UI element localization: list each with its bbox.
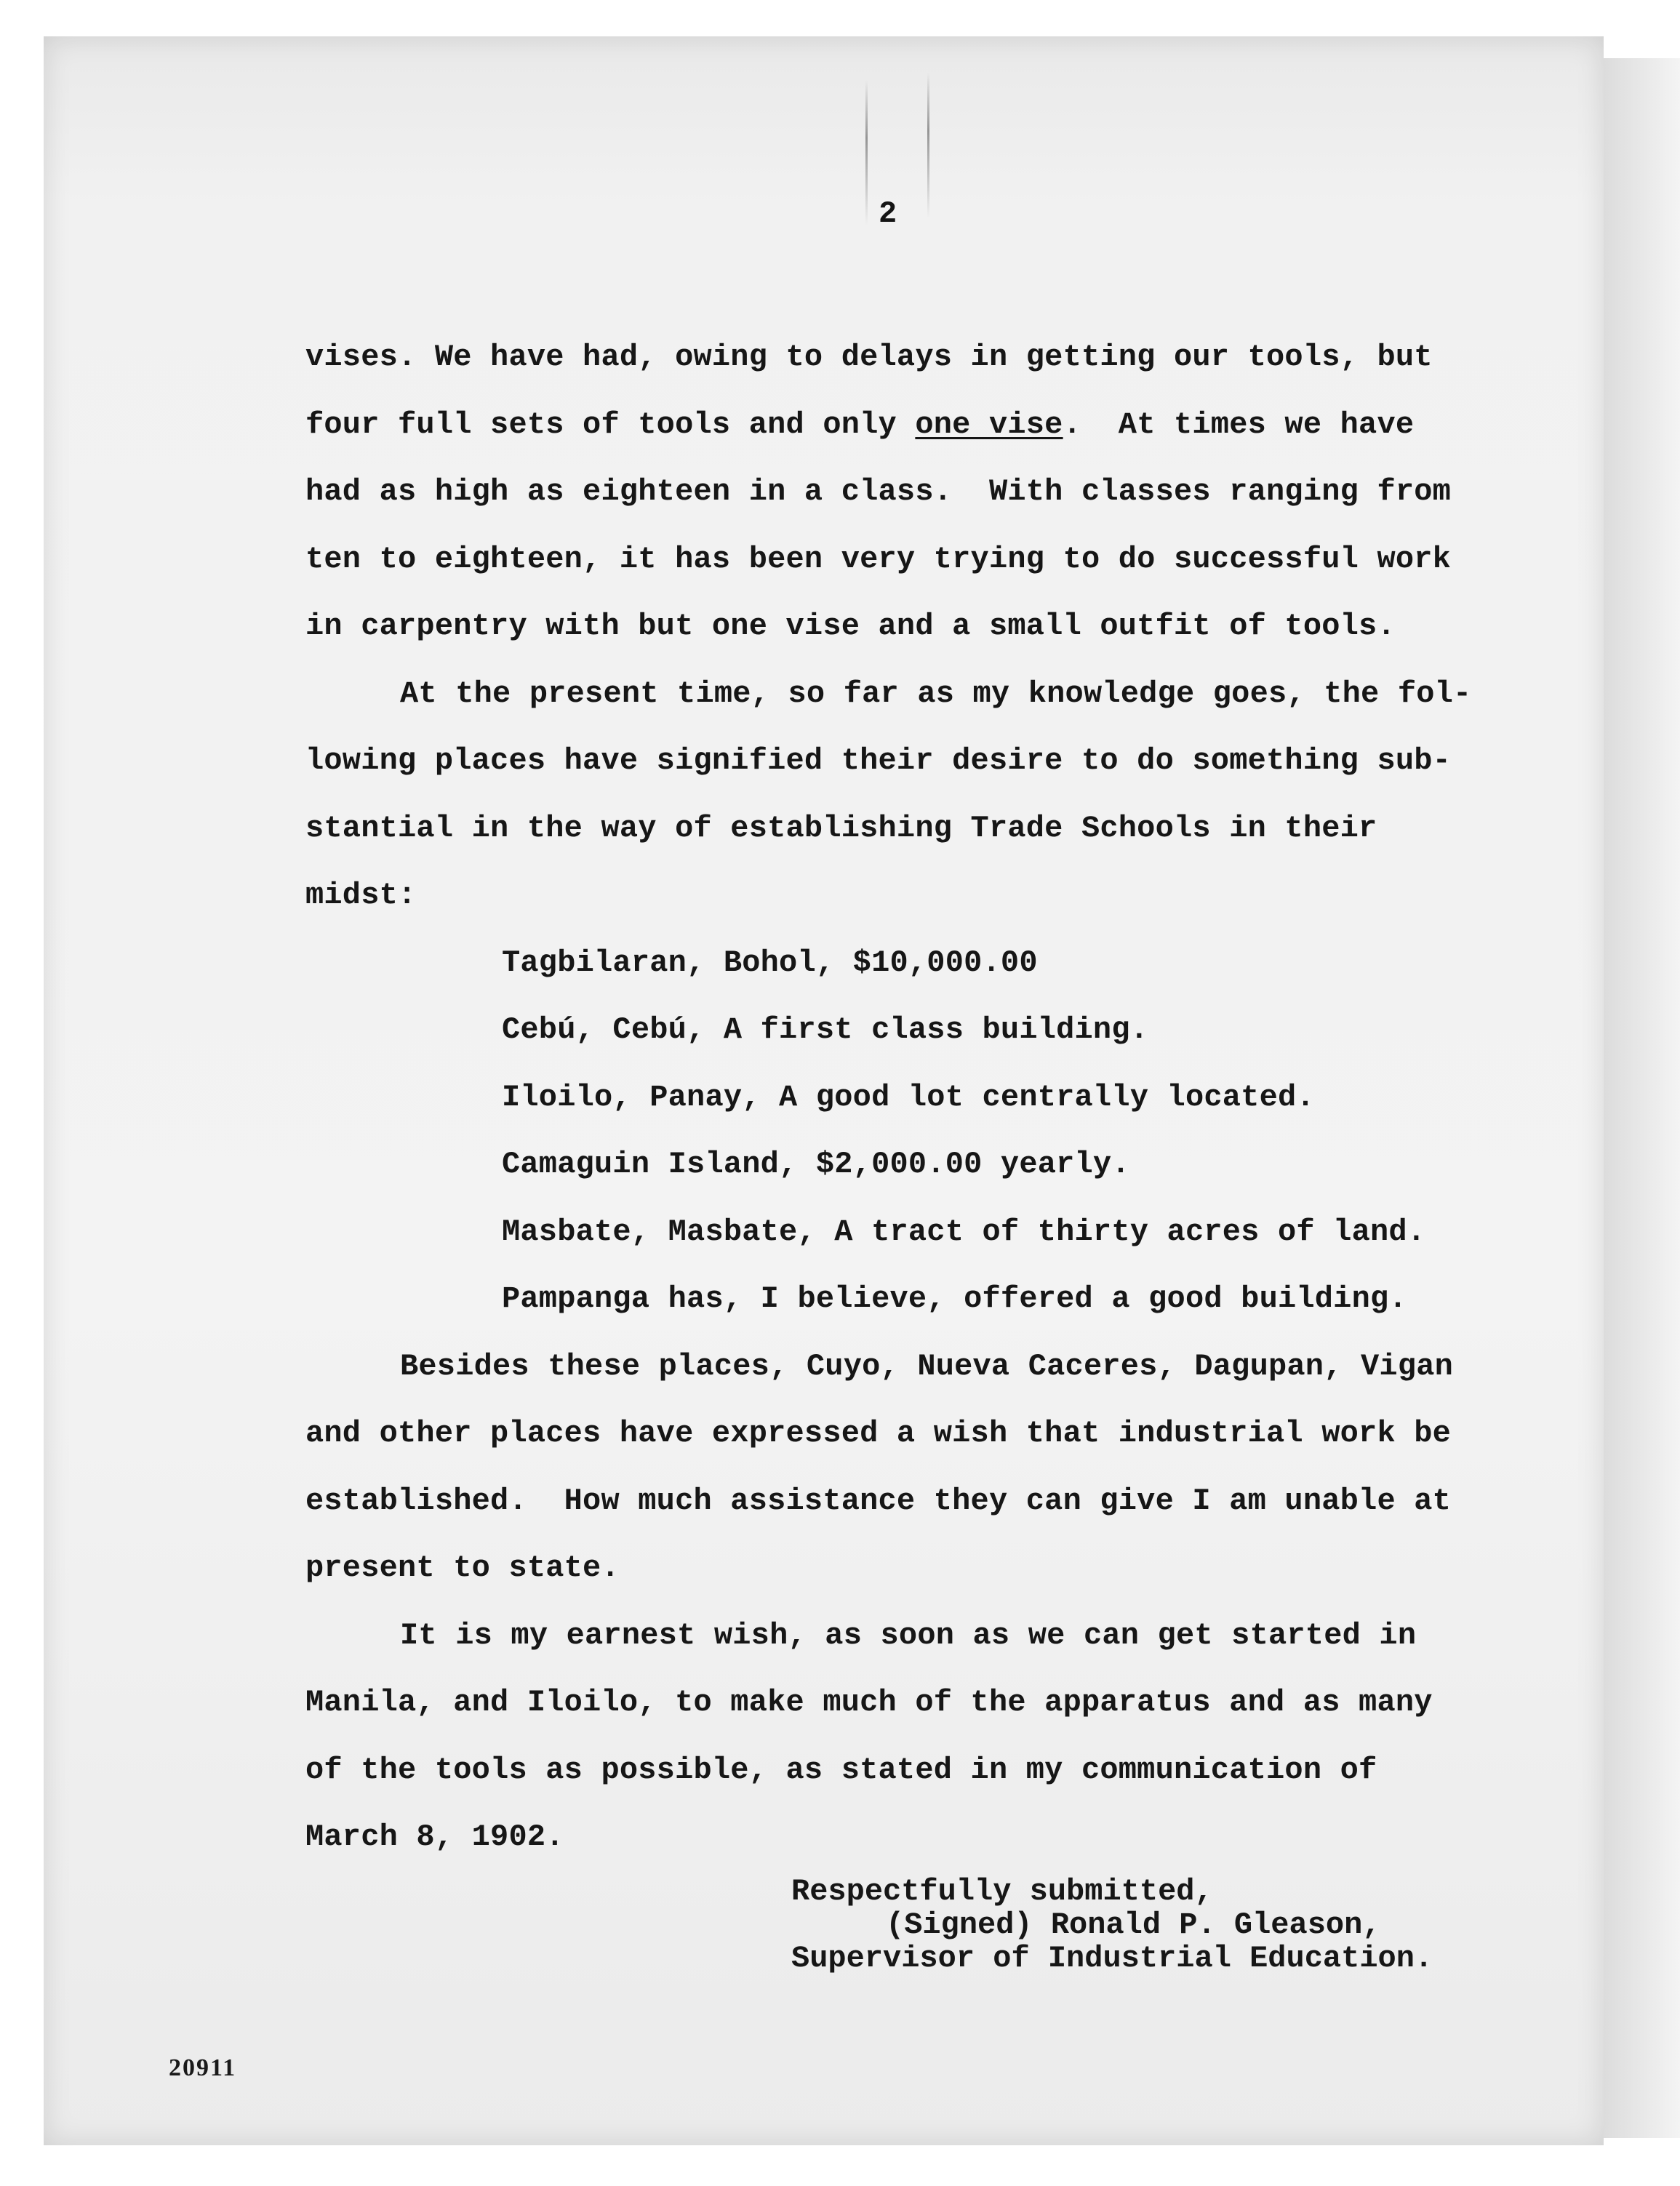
places-list-item: Iloilo, Panay, A good lot centrally located. [502, 1079, 1315, 1115]
paragraph-2-line: stantial in the way of establishing Trade Schools in their [305, 810, 1377, 846]
paragraph-1-line [305, 391, 1527, 459]
places-list-item: Camaguin Island, $2,000.00 yearly. [502, 1147, 1130, 1182]
document-id: 20911 [169, 2054, 237, 2081]
text-fragment: four full sets of tools and only [305, 407, 916, 442]
page-number: 2 [879, 196, 897, 231]
places-list-item: Cebú, Cebú, A first class building. [502, 1012, 1149, 1047]
paragraph-4-line: of the tools as possible, as stated in my communication of [305, 1752, 1377, 1787]
letter-body [305, 324, 1527, 1871]
paper-crease [865, 80, 868, 225]
closing-salutation: Respectfully submitted, [791, 1874, 1213, 1909]
paragraph-4-line: March 8, 1902. [305, 1819, 564, 1854]
paragraph-4-line: Manila, and Iloilo, to make much of the apparatus and as many [305, 1685, 1433, 1720]
places-list-item: Tagbilaran, Bohol, $10,000.00 [502, 945, 1038, 980]
places-list-item: Pampanga has, I believe, offered a good building. [502, 1281, 1407, 1316]
underlined-text: one vise [915, 407, 1063, 442]
paragraph-3-line: Besides these places, Cuyo, Nueva Caceres, Dagupan, Vigan [400, 1348, 1454, 1384]
paragraph-3-line: present to state. [305, 1550, 620, 1585]
signature-block [791, 1875, 1433, 1975]
paragraph-1-line: had as high as eighteen in a class. With classes ranging from [305, 474, 1452, 509]
paragraph-4-line: It is my earnest wish, as soon as we can get started in [400, 1617, 1417, 1653]
paragraph-2-line: lowing places have signified their desire to do something sub- [305, 743, 1452, 778]
paragraph-2-line: At the present time, so far as my knowledge goes, the fol- [400, 676, 1472, 711]
underlying-page-edge [1604, 58, 1680, 2138]
paragraph-3-line: established. How much assistance they can give I am unable at [305, 1483, 1452, 1518]
paragraph-3-line: and other places have expressed a wish that industrial work be [305, 1416, 1452, 1451]
paragraph-1-line: in carpentry with but one vise and a small outfit of tools. [305, 609, 1396, 644]
text-fragment: . At times we have [1063, 407, 1415, 442]
paragraph-2-line: midst: [305, 878, 417, 913]
places-list-item: Masbate, Masbate, A tract of thirty acres of land. [502, 1214, 1426, 1249]
signer-title: Supervisor of Industrial Education. [791, 1941, 1433, 1976]
paragraph-1-line: vises. We have had, owing to delays in getting our tools, but [305, 340, 1433, 375]
paper-crease [927, 73, 929, 218]
signed-name: (Signed) Ronald P. Gleason, [886, 1907, 1381, 1942]
paragraph-1-line: ten to eighteen, it has been very trying to do successful work [305, 541, 1452, 577]
